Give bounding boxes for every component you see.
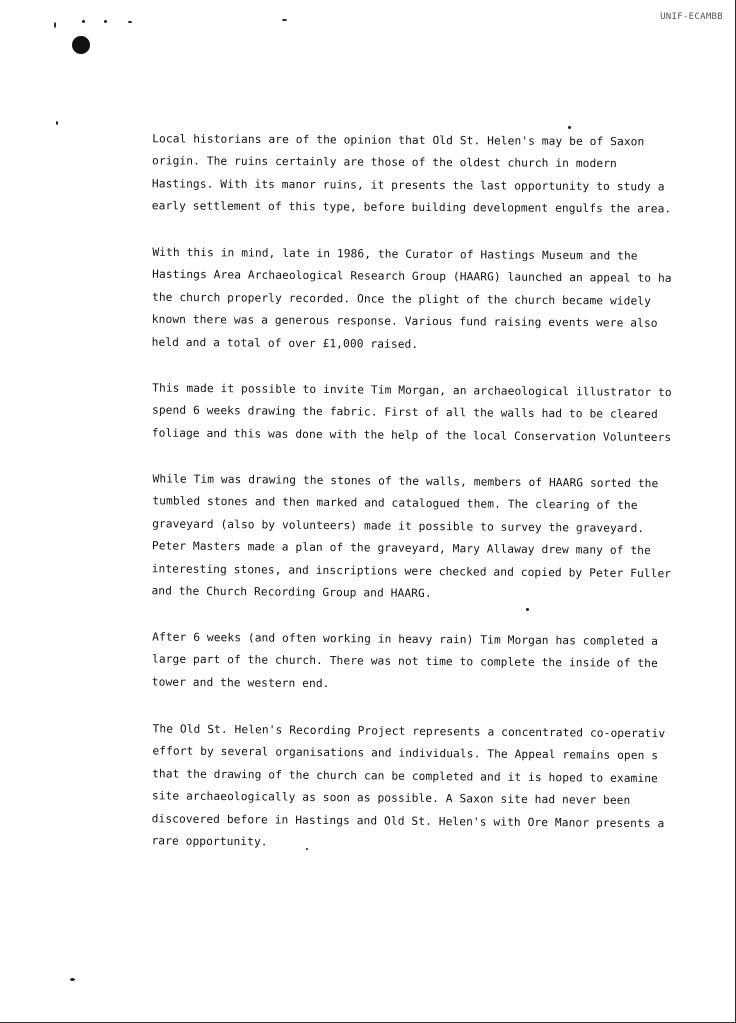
- text-line: held and a total of over £1,000 raised.: [151, 335, 419, 351]
- text-line: rare opportunity.: [151, 833, 268, 848]
- header-stamp: UNIF-ECAMBB: [660, 12, 723, 22]
- scan-speck: [70, 978, 75, 981]
- text-line: Local historians are of the opinion that Old St. Helen's may be of Saxon: [152, 132, 645, 149]
- text-line: After 6 weeks (and often working in heavy rain) Tim Morgan has completed a: [152, 630, 659, 649]
- scan-speck: [282, 19, 287, 21]
- text-line: origin. The ruins certainly are those of the oldest church in modern: [152, 154, 617, 171]
- paragraph-4: [151, 468, 712, 608]
- paragraph-6: [151, 718, 712, 858]
- text-line: tower and the western end.: [151, 675, 330, 691]
- text-line: discovered before in Hastings and Old St. Helen's with Ore Manor presents a: [151, 811, 665, 830]
- text-line: Peter Masters made a plan of the graveyard, Mary Allaway drew many of the: [151, 539, 651, 558]
- scan-speck: [56, 121, 58, 125]
- punch-hole-mark: [72, 36, 90, 54]
- text-line: The Old St. Helen's Recording Project represents a concentrated co-operativ: [152, 721, 666, 740]
- text-line: large part of the church. There was not time to complete the inside of the: [151, 653, 658, 671]
- scan-speck: [54, 22, 56, 28]
- text-line: tumbled stones and then marked and catalogued them. The clearing of the: [152, 494, 638, 513]
- text-line: With this in mind, late in 1986, the Curator of Hastings Museum and the: [152, 245, 638, 263]
- text-line: spend 6 weeks drawing the fabric. First of all the walls had to be cleared: [151, 403, 658, 422]
- paragraph-2: [152, 241, 713, 357]
- text-line: This made it possible to invite Tim Morgan, an archaeological illustrator to: [152, 381, 672, 399]
- text-line: foliage and this was done with the help of the local Conservation Volunteers: [151, 426, 672, 444]
- paragraph-5: [152, 627, 713, 699]
- text-line: site archaeologically as soon as possible. A Saxon site had never been: [151, 789, 631, 807]
- scan-speck: [104, 20, 107, 23]
- paragraph-3: [152, 377, 713, 449]
- scan-speck: [82, 20, 85, 23]
- text-line: and the Church Recording Group and HAARG.: [151, 584, 432, 600]
- text-line: Hastings. With its manor ruins, it presents the last opportunity to study a: [151, 177, 665, 194]
- text-line: interesting stones, and inscriptions were checked and copied by Peter Fuller: [151, 561, 672, 580]
- text-line: the church properly recorded. Once the plight of the church became widely: [151, 290, 652, 308]
- text-line: effort by several organisations and individuals. The Appeal remains open s: [152, 744, 659, 763]
- letter-body: [152, 130, 712, 879]
- text-line: graveyard (also by volunteers) made it possible to survey the graveyard.: [152, 517, 645, 535]
- scan-speck: [128, 21, 132, 23]
- paragraph-1: [152, 128, 713, 221]
- text-line: early settlement of this type, before building development engulfs the area.: [151, 199, 672, 216]
- text-line: that the drawing of the church can be completed and it is hoped to examine: [152, 766, 658, 785]
- text-line: known there was a generous response. Various fund raising events were also: [151, 312, 658, 330]
- scan-speck: [568, 126, 571, 129]
- text-line: While Tim was drawing the stones of the walls, members of HAARG sorted the: [152, 472, 659, 491]
- text-line: Hastings Area Archaeological Research Group (HAARG) launched an appeal to ha: [152, 267, 672, 285]
